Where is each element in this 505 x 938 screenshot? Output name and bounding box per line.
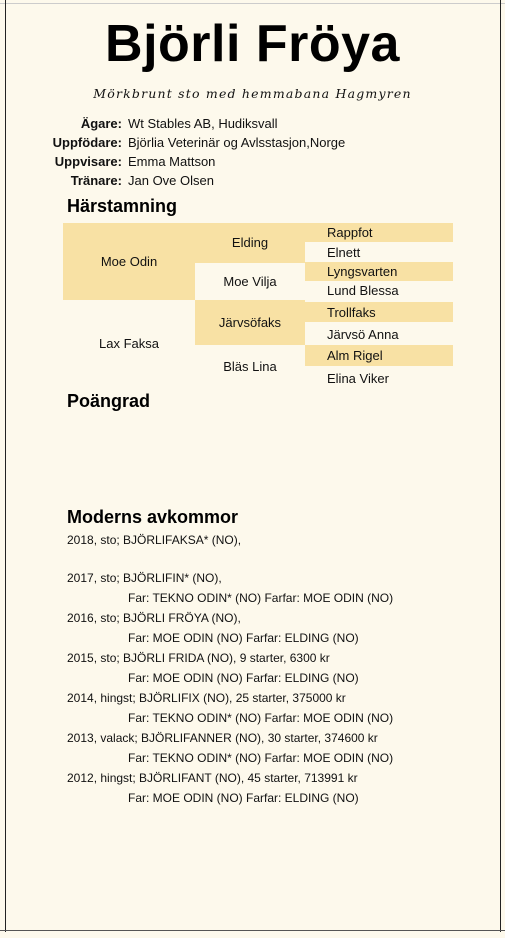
- points-heading: Poängrad: [67, 391, 151, 411]
- page-border-right: [500, 0, 501, 932]
- g3-name-1: Rappfot: [327, 225, 373, 240]
- horse-description: Mörkbrunt sto med hemmabana Hagmyren: [93, 86, 412, 101]
- trainer-value: Jan Ove Olsen: [128, 173, 214, 188]
- page-border-left: [5, 0, 6, 932]
- offspring-heading: Moderns avkommor: [67, 507, 239, 527]
- offspring-parents: Far: MOE ODIN (NO) Farfar: ELDING (NO): [128, 631, 359, 645]
- presenter-value: Emma Mattson: [128, 154, 216, 169]
- g3-name-6: Järvsö Anna: [327, 327, 399, 342]
- presenter-label: Uppvisare:: [54, 154, 122, 169]
- g3-name-4: Lund Blessa: [327, 283, 399, 298]
- pedigree-heading: Härstamning: [67, 196, 178, 216]
- breeder-value: Björlia Veterinär og Avlsstasjon,Norge: [128, 135, 346, 150]
- presenter-row: [20, 152, 345, 171]
- owner-label: Ägare:: [80, 116, 122, 131]
- g3-name-5: Trollfaks: [327, 305, 376, 320]
- offspring-spacer: [67, 550, 487, 568]
- g3-name-7: Alm Rigel: [327, 348, 383, 363]
- dam-dam-name: Bläs Lina: [223, 359, 277, 374]
- g3-name-2: Elnett: [327, 245, 361, 260]
- owner-value: Wt Stables AB, Hudiksvall: [128, 116, 278, 131]
- dam-name: Lax Faksa: [99, 336, 159, 351]
- g3-name-8: Elina Viker: [327, 371, 389, 386]
- sire-sire-name: Elding: [231, 235, 269, 250]
- trainer-label: Tränare:: [70, 173, 122, 188]
- offspring-line: 2016, sto; BJÖRLI FRÖYA (NO),: [67, 611, 241, 625]
- offspring-line: 2017, sto; BJÖRLIFIN* (NO),: [67, 571, 222, 585]
- breeder-row: [20, 133, 345, 152]
- page-border-bottom: [0, 930, 505, 931]
- offspring-parents: Far: MOE ODIN (NO) Farfar: ELDING (NO): [128, 791, 359, 805]
- offspring-line: 2012, hingst; BJÖRLIFANT (NO), 45 starter, 713991 kr: [67, 771, 358, 785]
- sire-name: Moe Odin: [100, 254, 158, 269]
- page-border-top: [0, 3, 505, 4]
- offspring-line: 2014, hingst; BJÖRLIFIX (NO), 25 starter, 375000 kr: [67, 691, 346, 705]
- horse-info: [20, 114, 345, 190]
- sire-dam-name: Moe Vilja: [223, 274, 277, 289]
- offspring-parents: Far: TEKNO ODIN* (NO) Farfar: MOE ODIN (NO): [128, 751, 394, 765]
- dam-sire-name: Järvsöfaks: [218, 315, 282, 330]
- offspring-line: 2018, sto; BJÖRLIFAKSA* (NO),: [67, 533, 242, 547]
- offspring-line: 2015, sto; BJÖRLI FRIDA (NO), 9 starter, 6300 kr: [67, 651, 330, 665]
- breeder-label: Uppfödare:: [52, 135, 122, 150]
- owner-row: [20, 114, 345, 133]
- offspring-parents: Far: MOE ODIN (NO) Farfar: ELDING (NO): [128, 671, 359, 685]
- offspring-line: 2013, valack; BJÖRLIFANNER (NO), 30 starter, 374600 kr: [67, 731, 378, 745]
- trainer-row: [20, 171, 345, 190]
- g3-name-3: Lyngsvarten: [327, 264, 398, 279]
- offspring-list: [67, 530, 487, 808]
- offspring-parents: Far: TEKNO ODIN* (NO) Farfar: MOE ODIN (NO): [128, 591, 394, 605]
- horse-name: Björli Fröya: [105, 15, 400, 73]
- offspring-parents: Far: TEKNO ODIN* (NO) Farfar: MOE ODIN (NO): [128, 711, 394, 725]
